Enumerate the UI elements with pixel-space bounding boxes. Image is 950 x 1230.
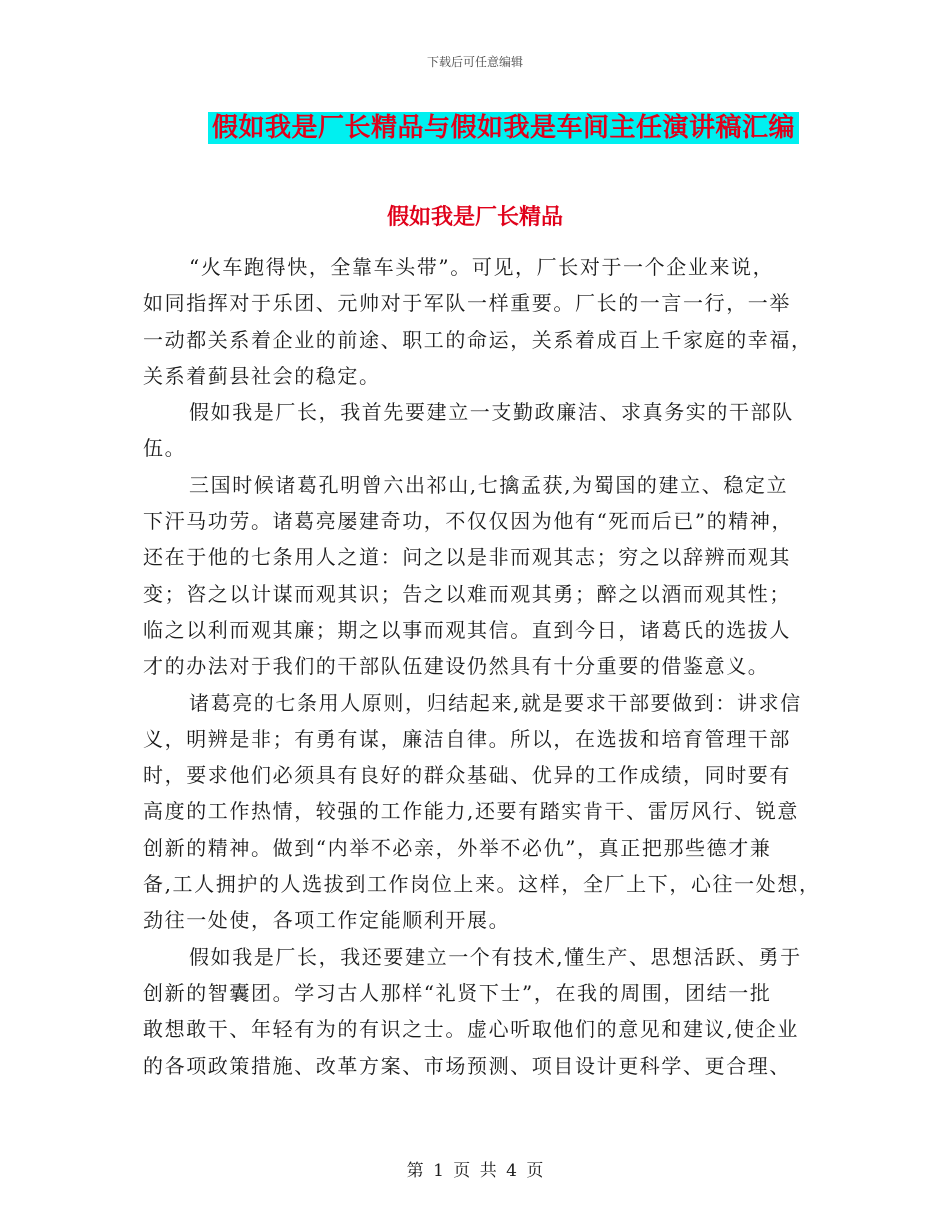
- body-text-line: 还在于他的七条用人之道：问之以是非而观其志；穷之以辞辨而观其: [143, 545, 791, 570]
- body-text-line: 创新的精神。做到“内举不必亲，外举不必仇”，真正把那些德才兼: [143, 835, 772, 860]
- body-text-line: 诸葛亮的七条用人原则，归结起来,就是要求干部要做到：讲求信: [189, 690, 802, 715]
- body-text-line: 的各项政策措施、改革方案、市场预测、项目设计更科学、更合理、: [143, 1053, 791, 1078]
- body-text-line: 变；咨之以计谋而观其识；告之以难而观其勇；醉之以酒而观其性；: [143, 581, 791, 606]
- body-text-line: 高度的工作热情，较强的工作能力,还要有踏实肯干、雷厉风行、锐意: [143, 799, 799, 824]
- body-text-line: “火车跑得快，全靠车头带”。可见，厂长对于一个企业来说，: [189, 255, 775, 279]
- body-text-line: 备,工人拥护的人选拔到工作岗位上来。这样，全厂上下，心往一处想，: [143, 872, 821, 897]
- page-number-footer: 第 1 页 共 4 页: [406, 1161, 544, 1181]
- document-title: 假如我是厂长精品与假如我是车间主任演讲稿汇编: [208, 112, 799, 144]
- body-text-line: 义，明辨是非；有勇有谋，廉洁自律。所以，在选拔和培育管理干部: [143, 726, 791, 751]
- body-text-line: 假如我是厂长，我首先要建立一支勤政廉洁、求真务实的干部队: [189, 400, 794, 425]
- body-text-line: 关系着蓟县社会的稳定。: [143, 363, 381, 388]
- body-text-line: 如同指挥对于乐团、元帅对于军队一样重要。厂长的一言一行，一举: [143, 291, 791, 316]
- body-text-line: 才的办法对于我们的干部队伍建设仍然具有十分重要的借鉴意义。: [143, 654, 770, 679]
- body-text-line: 临之以利而观其廉；期之以事而观其信。直到今日，诸葛氏的选拔人: [143, 617, 791, 642]
- body-text-line: 创新的智囊团。学习古人那样“礼贤下士”，在我的周围，团结一批: [143, 980, 772, 1005]
- body-text-line: 三国时候诸葛孔明曾六出祁山,七擒孟获,为蜀国的建立、稳定立: [189, 472, 789, 497]
- body-text-line: 劲往一处使，各项工作定能顺利开展。: [143, 908, 511, 933]
- body-text-line: 敢想敢干、年轻有为的有识之士。虚心听取他们的意见和建议,使企业: [143, 1017, 799, 1042]
- body-text-line: 伍。: [143, 436, 187, 461]
- section-title: 假如我是厂长精品: [386, 204, 563, 230]
- document-body: [143, 249, 821, 1084]
- page-header-note: 下载后可任意编辑: [426, 55, 523, 69]
- body-text-line: 一动都关系着企业的前途、职工的命运，关系着成百上千家庭的幸福，: [143, 327, 813, 352]
- body-text-line: 下汗马功劳。诸葛亮屡建奇功，不仅仅因为他有“死而后已”的精神，: [143, 509, 794, 534]
- body-text-line: 时，要求他们必须具有良好的群众基础、优异的工作成绩，同时要有: [143, 763, 791, 788]
- body-text-line: 假如我是厂长，我还要建立一个有技术,懂生产、思想活跃、勇于: [189, 944, 802, 969]
